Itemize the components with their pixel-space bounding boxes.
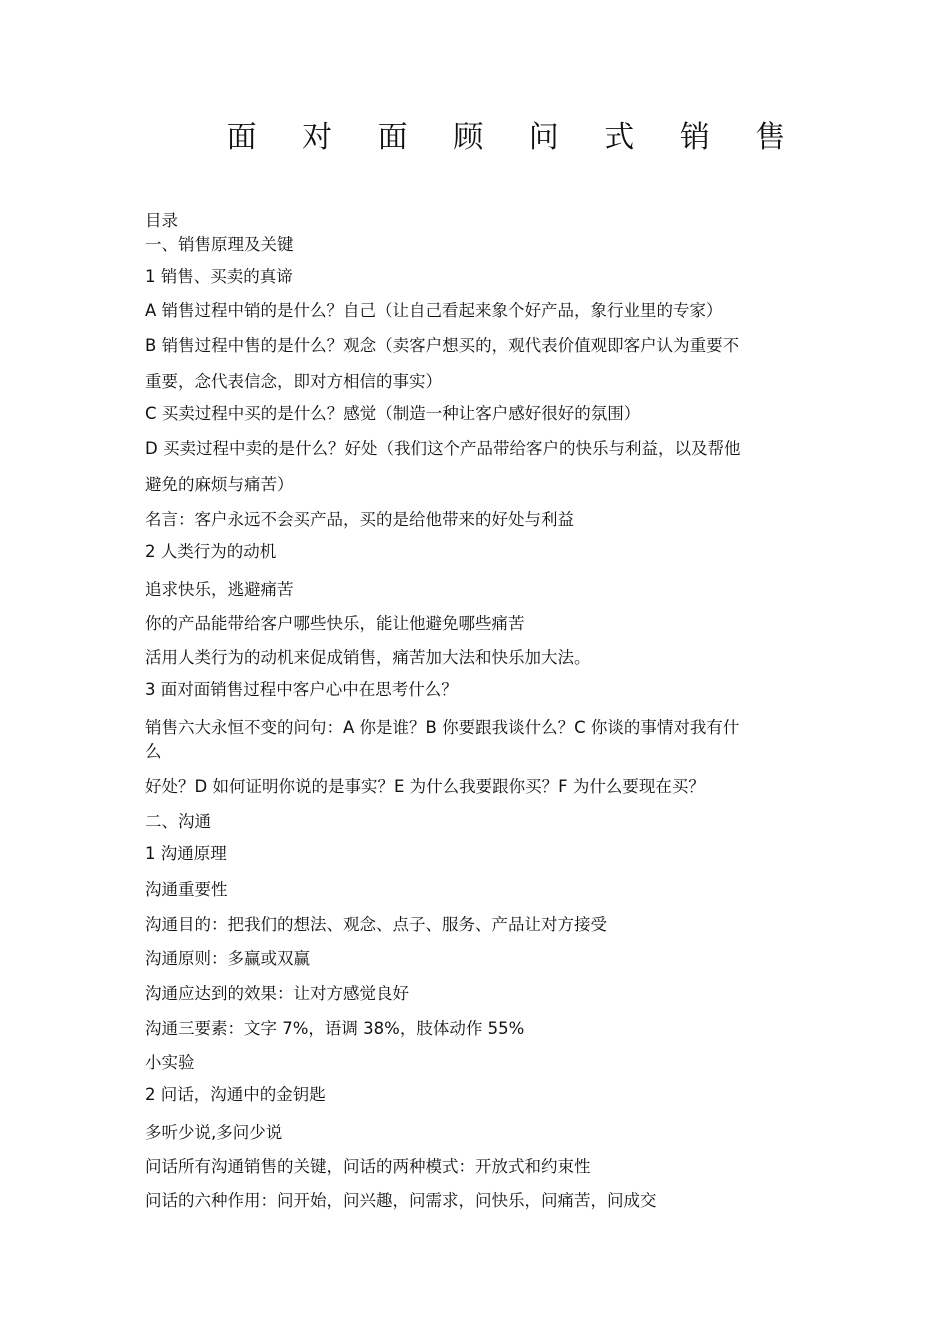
paragraph-line: 你的产品能带给客户哪些快乐，能让他避免哪些痛苦 [145,614,525,633]
subsection-heading: 1 销售、买卖的真谛 [145,267,293,286]
paragraph-line: 多听少说,多问少说 [145,1123,283,1142]
paragraph-line: 沟通目的：把我们的想法、观念、点子、服务、产品让对方接受 [145,915,607,934]
paragraph-line: 重要，念代表信念，即对方相信的事实） [145,372,442,391]
paragraph-line: 沟通重要性 [145,880,228,899]
paragraph-line: C 买卖过程中买的是什么？感觉（制造一种让客户感好很好的氛围） [145,404,641,423]
paragraph-line: A 销售过程中销的是什么？自己（让自己看起来象个好产品，象行业里的专家） [145,301,723,320]
paragraph-line: 追求快乐，逃避痛苦 [145,580,294,599]
paragraph-line: 避免的麻烦与痛苦） [145,475,294,494]
quote-line: 名言：客户永远不会买产品，买的是给他带来的好处与利益 [145,510,574,529]
subsection-heading: 2 问话，沟通中的金钥匙 [145,1085,326,1104]
paragraph-line: 问话的六种作用：问开始，问兴趣，问需求，问快乐，问痛苦，问成交 [145,1191,657,1210]
toc-heading: 目录 [145,211,178,230]
paragraph-line: D 买卖过程中卖的是什么？好处（我们这个产品带给客户的快乐与利益，以及帮他 [145,439,741,458]
section-heading: 一、销售原理及关键 [145,235,294,254]
paragraph-line: 沟通原则：多赢或双赢 [145,949,310,968]
section-heading: 二、沟通 [145,812,211,831]
paragraph-line: 活用人类行为的动机来促成销售，痛苦加大法和快乐加大法。 [145,648,591,667]
paragraph-line: 沟通应达到的效果：让对方感觉良好 [145,984,409,1003]
paragraph-line: 小实验 [145,1053,195,1072]
subsection-heading: 3 面对面销售过程中客户心中在思考什么？ [145,680,458,699]
subsection-heading: 1 沟通原理 [145,844,227,863]
paragraph-line: 问话所有沟通销售的关键，问话的两种模式：开放式和约束性 [145,1157,591,1176]
paragraph-line: 销售六大永恒不变的问句：A 你是谁？B 你要跟我谈什么？C 你谈的事情对我有什 [145,718,740,737]
document-title: 面 对 面 顾 问 式 销 售 [226,120,804,155]
paragraph-line: 么 [145,742,162,761]
paragraph-line: B 销售过程中售的是什么？观念（卖客户想买的，观代表价值观即客户认为重要不 [145,336,740,355]
paragraph-line: 好处？D 如何证明你说的是事实？E 为什么我要跟你买？F 为什么要现在买？ [145,777,705,796]
subsection-heading: 2 人类行为的动机 [145,542,277,561]
paragraph-line: 沟通三要素：文字 7%，语调 38%，肢体动作 55% [145,1019,525,1038]
